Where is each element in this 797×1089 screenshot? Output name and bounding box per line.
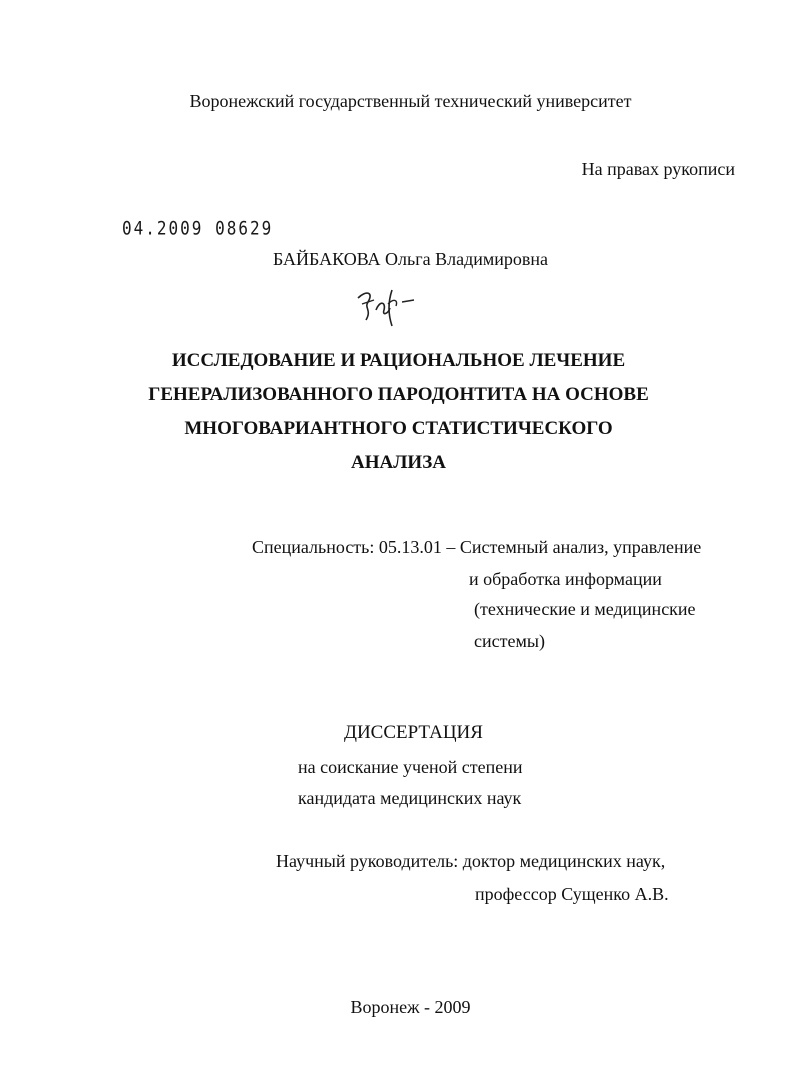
author-signature [352, 280, 422, 330]
university-name: Воронежский государственный технический университет [189, 91, 632, 111]
dissertation-heading: ДИССЕРТАЦИЯ [344, 722, 483, 743]
manuscript-rights-note: На правах рукописи [581, 159, 735, 179]
catalog-stamp: 04.2009 08629 [122, 217, 274, 239]
advisor-line: профессор Сущенко А.В. [475, 884, 669, 904]
city-year: Воронеж - 2009 [350, 997, 471, 1017]
degree-line: на соискание ученой степени [298, 757, 523, 777]
dissertation-title [0, 344, 797, 480]
specialty-line: Специальность: 05.13.01 – Системный анализ, управление [252, 537, 702, 557]
title-line: МНОГОВАРИАНТНОГО СТАТИСТИЧЕСКОГО [184, 418, 613, 439]
title-line: ГЕНЕРАЛИЗОВАННОГО ПАРОДОНТИТА НА ОСНОВЕ [148, 384, 649, 405]
specialty-line: и обработка информации [469, 569, 662, 589]
author-name: БАЙБАКОВА Ольга Владимировна [272, 249, 549, 269]
title-line: ИССЛЕДОВАНИЕ И РАЦИОНАЛЬНОЕ ЛЕЧЕНИЕ [171, 350, 626, 371]
specialty-line: системы) [474, 631, 545, 651]
title-line: АНАЛИЗА [351, 452, 446, 473]
advisor-line: Научный руководитель: доктор медицинских наук, [276, 851, 666, 871]
specialty-line: (технические и медицинские [474, 599, 696, 619]
degree-line: кандидата медицинских наук [298, 788, 522, 808]
